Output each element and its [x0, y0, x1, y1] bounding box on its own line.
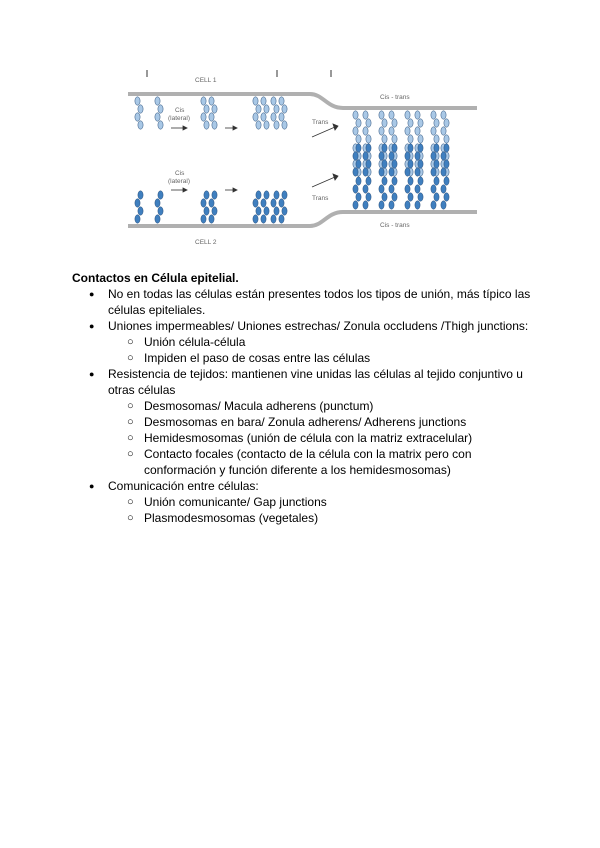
- cadherin-domain: [158, 121, 163, 129]
- cadherin-domain: [392, 160, 397, 168]
- sub-bullet-list: [108, 494, 542, 526]
- sub-bullet-text: Desmosomas/ Macula adherens (punctum): [144, 399, 374, 413]
- cadherin-domain: [274, 207, 279, 215]
- sub-bullet-text: Desmosomas en bara/ Zonula adherens/ Adherens junctions: [144, 415, 467, 429]
- cadherin-domain: [264, 191, 269, 199]
- cadherin-domain: [366, 160, 371, 168]
- cadherin-domain: [253, 215, 258, 223]
- bullet-dot-icon: ●: [89, 321, 95, 331]
- cadherin-domain: [415, 168, 420, 176]
- cadherin-domain: [382, 144, 387, 152]
- hollow-circle-icon: ○: [127, 352, 134, 364]
- cadherin-domain: [155, 199, 160, 207]
- bullet-dot-icon: ●: [89, 289, 95, 299]
- cis-lateral-label-bottom-2: (lateral): [168, 178, 191, 185]
- cadherin-domain: [441, 111, 446, 119]
- cell1-label: CELL 1: [195, 77, 217, 84]
- bullet-text: Resistencia de tejidos: mantienen vine unidas las células al tejido conjuntivo u otras células: [108, 367, 523, 397]
- cadherin-domain: [356, 160, 361, 168]
- cis-lateral-label-bottom-1: Cis: [175, 170, 185, 177]
- cadherin-domain: [204, 207, 209, 215]
- cadherin-domain: [379, 127, 384, 135]
- sub-bullet-text: Hemidesmosomas (unión de célula con la matriz extracelular): [144, 431, 473, 445]
- cadherin-domain: [155, 113, 160, 121]
- cadherin-domain: [408, 160, 413, 168]
- sub-bullet-item: [108, 350, 542, 366]
- cadherin-domain: [204, 105, 209, 113]
- sub-bullet-text: Contacto focales (contacto de la célula con la matrix pero con conformación y función diferente a los hemidesmosomas): [144, 447, 472, 477]
- cadherin-domain: [418, 119, 423, 127]
- cadherin-domain: [389, 201, 394, 209]
- cell1-membrane: [128, 94, 477, 108]
- cadherin-domain: [415, 185, 420, 193]
- bullet-text: Comunicación entre células:: [108, 479, 259, 493]
- cadherin-domain: [274, 191, 279, 199]
- cadherin-domain: [271, 199, 276, 207]
- cadherin-domain: [431, 152, 436, 160]
- cadherin-domain: [431, 168, 436, 176]
- cadherin-domain: [444, 119, 449, 127]
- cell2-membrane: [128, 212, 477, 226]
- cadherin-domain: [261, 215, 266, 223]
- bullet-dot-icon: ●: [89, 369, 95, 379]
- cadherin-domain: [405, 127, 410, 135]
- cadherin-domain: [353, 185, 358, 193]
- cadherin-domain: [379, 111, 384, 119]
- cadherin-domain: [392, 193, 397, 201]
- cadherin-domain: [441, 201, 446, 209]
- cadherin-domain: [408, 119, 413, 127]
- cadherin-domain: [274, 105, 279, 113]
- cadherin-domain: [274, 121, 279, 129]
- cadherin-domain: [366, 119, 371, 127]
- cadherin-domain: [382, 119, 387, 127]
- arrow-head: [183, 126, 187, 130]
- bullet-item: [72, 366, 542, 478]
- cadherin-domain: [415, 127, 420, 135]
- cadherin-domain: [431, 201, 436, 209]
- cadherin-domain: [431, 127, 436, 135]
- cadherin-domain: [155, 215, 160, 223]
- cadherin-domain: [271, 215, 276, 223]
- cadherin-domain: [353, 201, 358, 209]
- cadherin-domain: [431, 185, 436, 193]
- sub-bullet-item: [108, 446, 542, 478]
- cadherin-domain: [282, 191, 287, 199]
- cadherin-domain: [379, 201, 384, 209]
- cadherin-domain: [363, 152, 368, 160]
- cadherin-domain: [389, 152, 394, 160]
- cis-trans-label-top: Cis - trans: [380, 94, 410, 101]
- cadherin-domain: [209, 215, 214, 223]
- cadherin-domain: [138, 207, 143, 215]
- hollow-circle-icon: ○: [127, 512, 134, 524]
- cadherin-domain: [382, 135, 387, 143]
- cadherin-domain: [261, 97, 266, 105]
- cadherin-domain: [135, 97, 140, 105]
- cadherin-domain: [408, 144, 413, 152]
- hollow-circle-icon: ○: [127, 448, 134, 460]
- cadherin-domain: [405, 185, 410, 193]
- arrow: [312, 127, 335, 137]
- cadherin-domain: [379, 152, 384, 160]
- cadherin-domain: [204, 191, 209, 199]
- cadherin-domain: [209, 97, 214, 105]
- bullet-item: [72, 478, 542, 526]
- sub-bullet-item: [108, 334, 542, 350]
- cadherin-domain: [392, 177, 397, 185]
- trans-label-top: Trans: [312, 119, 329, 126]
- cadherin-domain: [282, 207, 287, 215]
- hollow-circle-icon: ○: [127, 432, 134, 444]
- hollow-circle-icon: ○: [127, 496, 134, 508]
- arrow-head: [233, 126, 237, 130]
- cadherin-domain: [135, 113, 140, 121]
- cadherin-domain: [405, 111, 410, 119]
- cadherin-domain: [256, 191, 261, 199]
- cadherin-domain: [434, 119, 439, 127]
- cadherin-domain: [209, 199, 214, 207]
- cadherin-domain: [444, 193, 449, 201]
- cadherin-domain: [353, 127, 358, 135]
- cadherin-domain: [441, 168, 446, 176]
- arrow-head: [183, 188, 187, 192]
- arrow-head: [233, 188, 237, 192]
- cadherin-domain: [363, 127, 368, 135]
- cadherin-domain: [138, 121, 143, 129]
- cadherin-domain: [389, 185, 394, 193]
- cadherin-domain: [282, 105, 287, 113]
- cadherin-domain: [356, 193, 361, 201]
- cadherin-domain: [253, 199, 258, 207]
- cell2-label: CELL 2: [195, 239, 217, 246]
- cadherin-domain: [135, 199, 140, 207]
- trans-label-bottom: Trans: [312, 195, 329, 202]
- cadherin-domain: [353, 168, 358, 176]
- cadherin-domain: [201, 199, 206, 207]
- cadherin-domain: [209, 113, 214, 121]
- cadherin-domain: [279, 113, 284, 121]
- main-bullet-list: [72, 286, 542, 526]
- bullet-item: [72, 318, 542, 366]
- cadherin-domain: [441, 152, 446, 160]
- cadherin-domain: [204, 121, 209, 129]
- cadherin-domain: [253, 113, 258, 121]
- cadherin-domain: [418, 144, 423, 152]
- cadherin-domain: [382, 177, 387, 185]
- sub-bullet-list: [108, 334, 542, 366]
- cadherin-domain: [282, 121, 287, 129]
- cadherin-domain: [253, 97, 258, 105]
- section-heading: Contactos en Célula epitelial.: [72, 271, 239, 285]
- cadherin-domain: [434, 193, 439, 201]
- sub-bullet-text: Unión célula-célula: [144, 335, 246, 349]
- cadherin-domain: [405, 201, 410, 209]
- cadherin-domain: [392, 119, 397, 127]
- bullet-text: Uniones impermeables/ Uniones estrechas/ Zonula occludens /Thigh junctions:: [108, 319, 529, 333]
- cadherin-domain: [389, 111, 394, 119]
- cadherin-domain: [392, 135, 397, 143]
- cadherin-domain: [356, 177, 361, 185]
- cadherin-junction-diagram: [125, 65, 480, 250]
- cadherin-domain: [441, 185, 446, 193]
- cadherin-domain: [201, 113, 206, 121]
- cadherin-domain: [366, 177, 371, 185]
- cadherin-domain: [418, 177, 423, 185]
- cadherin-domain: [366, 135, 371, 143]
- cadherin-domain: [158, 207, 163, 215]
- cadherin-domain: [382, 160, 387, 168]
- cadherin-domain: [392, 144, 397, 152]
- cadherin-domain: [158, 191, 163, 199]
- cadherin-domain: [444, 177, 449, 185]
- cadherin-domain: [256, 207, 261, 215]
- arrow: [312, 177, 335, 187]
- sub-bullet-item: [108, 430, 542, 446]
- cadherin-domain: [135, 215, 140, 223]
- cadherin-domain: [279, 215, 284, 223]
- cadherin-domain: [405, 168, 410, 176]
- sub-bullet-text: Unión comunicante/ Gap junctions: [144, 495, 327, 509]
- cadherin-domain: [356, 144, 361, 152]
- cadherin-domain: [353, 152, 358, 160]
- cadherin-domain: [264, 207, 269, 215]
- cadherin-domain: [264, 105, 269, 113]
- cadherin-domain: [363, 201, 368, 209]
- cadherin-domain: [366, 144, 371, 152]
- cadherin-domain: [212, 207, 217, 215]
- cadherin-domain: [434, 177, 439, 185]
- arrow-head: [333, 124, 338, 130]
- cadherin-domain: [415, 201, 420, 209]
- cadherin-domain: [389, 168, 394, 176]
- cadherin-domain: [261, 113, 266, 121]
- cadherin-domain: [408, 193, 413, 201]
- cadherin-domain: [138, 105, 143, 113]
- cadherin-domain: [356, 119, 361, 127]
- cadherin-domain: [212, 105, 217, 113]
- cadherin-domain: [444, 135, 449, 143]
- cadherin-domain: [201, 97, 206, 105]
- hollow-circle-icon: ○: [127, 336, 134, 348]
- cadherin-domain: [353, 111, 358, 119]
- hollow-circle-icon: ○: [127, 400, 134, 412]
- cadherin-domain: [366, 193, 371, 201]
- cadherin-domain: [201, 215, 206, 223]
- cadherin-domain: [155, 97, 160, 105]
- arrow-head: [333, 174, 338, 180]
- sub-bullet-text: Impiden el paso de cosas entre las células: [144, 351, 371, 365]
- cadherin-domain: [363, 185, 368, 193]
- cadherin-domain: [441, 127, 446, 135]
- cadherin-domain: [415, 111, 420, 119]
- cis-lateral-label-top-1: Cis: [175, 107, 185, 114]
- bullet-item: [72, 286, 542, 318]
- cadherin-domain: [379, 185, 384, 193]
- cadherin-domain: [138, 191, 143, 199]
- cadherin-domain: [418, 193, 423, 201]
- cis-lateral-label-top-2: (lateral): [168, 115, 191, 122]
- sub-bullet-item: [108, 398, 542, 414]
- cadherin-domain: [405, 152, 410, 160]
- cadherin-domain: [431, 111, 436, 119]
- bullet-text: No en todas las células están presentes todos los tipos de unión, más típico las células epiteliales.: [108, 287, 531, 317]
- cadherin-domain: [434, 160, 439, 168]
- cis-trans-label-bottom: Cis - trans: [380, 222, 410, 229]
- cadherin-domain: [271, 97, 276, 105]
- sub-bullet-list: [108, 398, 542, 478]
- cadherin-domain: [444, 144, 449, 152]
- cadherin-domain: [434, 135, 439, 143]
- cadherin-domain: [256, 121, 261, 129]
- cadherin-domain: [271, 113, 276, 121]
- cadherin-domain: [418, 160, 423, 168]
- cadherin-domain: [444, 160, 449, 168]
- document-body: [72, 270, 542, 526]
- bullet-dot-icon: ●: [89, 481, 95, 491]
- cadherin-domain: [279, 97, 284, 105]
- cadherin-domain: [212, 191, 217, 199]
- cadherin-domain: [389, 127, 394, 135]
- cadherin-domain: [363, 111, 368, 119]
- hollow-circle-icon: ○: [127, 416, 134, 428]
- cadherin-domain: [434, 144, 439, 152]
- cadherin-domain: [261, 199, 266, 207]
- sub-bullet-item: [108, 414, 542, 430]
- cadherin-domain: [256, 105, 261, 113]
- cadherin-domain: [356, 135, 361, 143]
- cadherin-domain: [382, 193, 387, 201]
- cadherin-domain: [415, 152, 420, 160]
- sub-bullet-item: [108, 494, 542, 510]
- cadherin-domain: [408, 177, 413, 185]
- cadherin-domain: [264, 121, 269, 129]
- cadherin-domain: [379, 168, 384, 176]
- cadherin-domain: [212, 121, 217, 129]
- cadherin-diagram-svg: [125, 65, 480, 250]
- cadherin-domain: [408, 135, 413, 143]
- sub-bullet-item: [108, 510, 542, 526]
- cadherin-domain: [418, 135, 423, 143]
- cadherin-domain: [279, 199, 284, 207]
- sub-bullet-text: Plasmodesmosomas (vegetales): [144, 511, 319, 525]
- cadherin-domain: [158, 105, 163, 113]
- cadherin-domain: [363, 168, 368, 176]
